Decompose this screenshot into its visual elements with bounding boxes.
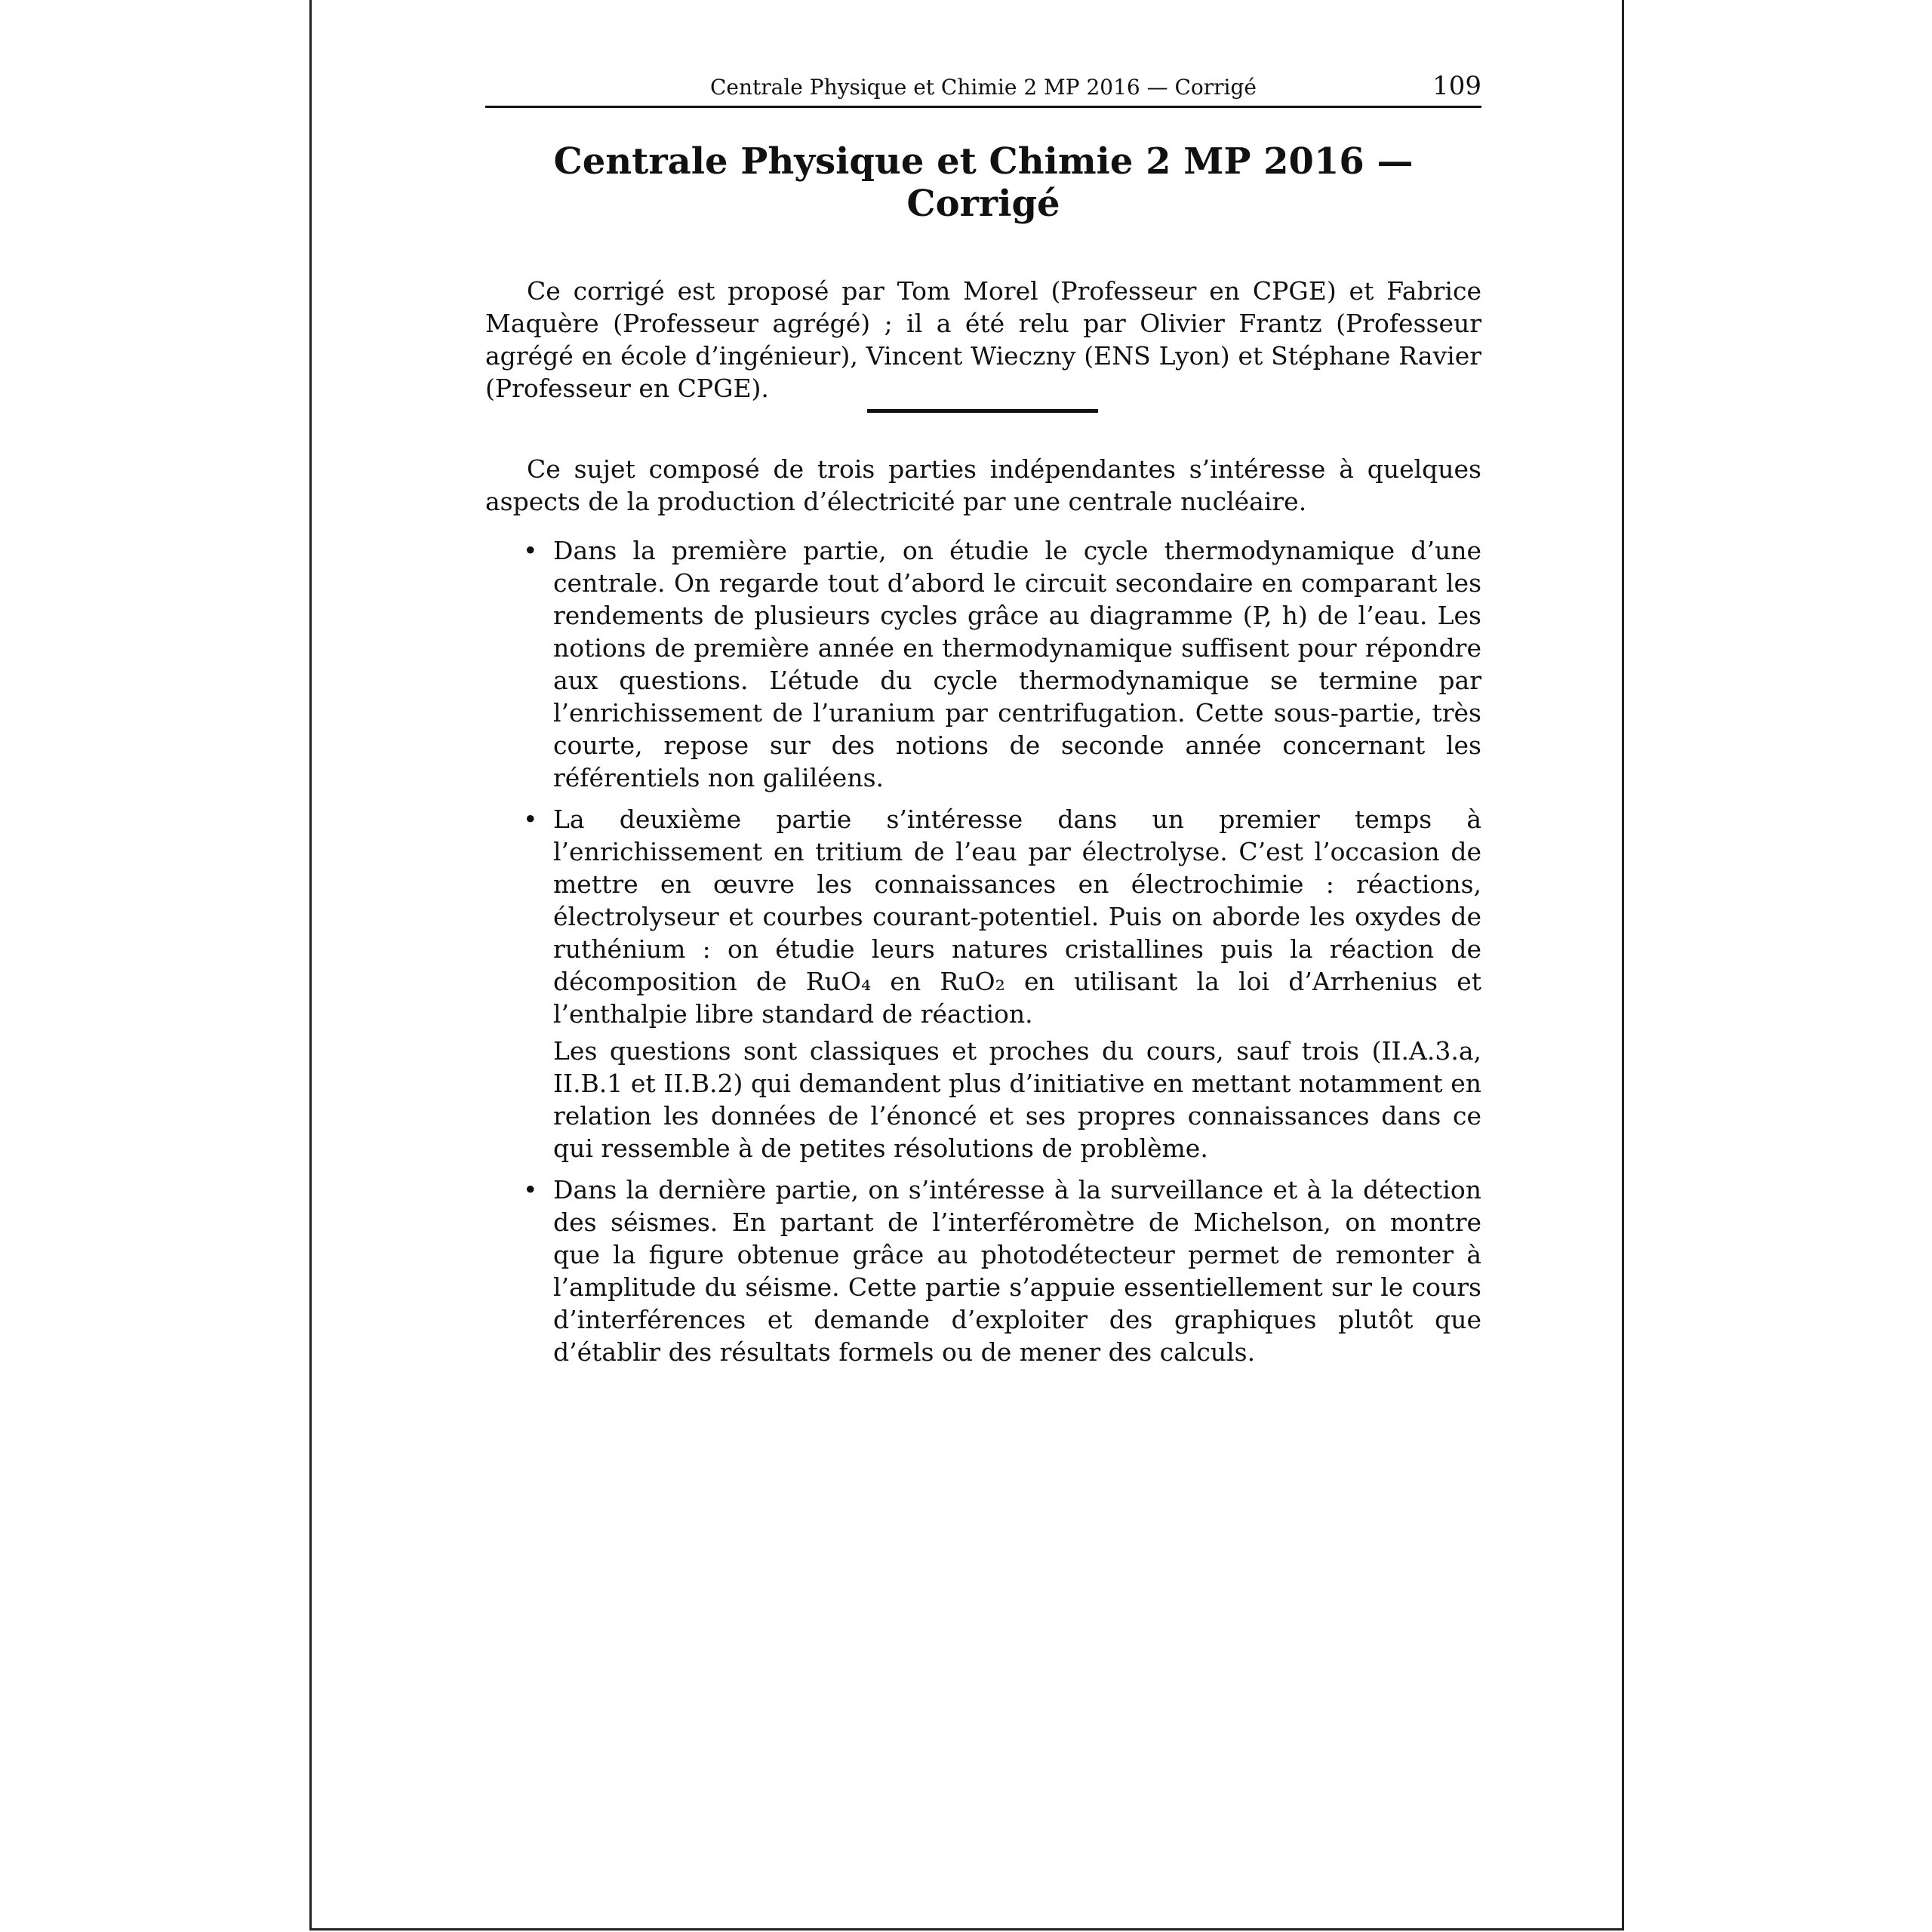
list-item-part-3 [485, 1174, 1481, 1368]
credits-paragraph: Ce corrigé est proposé par Tom Morel (Professeur en CPGE) et Fabrice Maquère (Professeur agrégé) ; il a été relu par Olivier Frantz (Professeur agrégé en école d’ingénieur), Vincent Wieczny (ENS Lyon) et Stéphane Ravier (Professeur en CPGE). [485, 276, 1481, 403]
list-item-part-2 [485, 803, 1481, 1164]
running-head [485, 69, 1481, 108]
list-item-part-1 [485, 534, 1481, 794]
part-paragraph: Dans la dernière partie, on s’intéresse à la surveillance et à la détection des séismes. En partant de l’interféromètre de Michelson, on montre que la figure obtenue grâce au photodétecteur permet de remonter à l’amplitude du séisme. Cette partie s’appuie essentiellement sur le cours d’interférences et demande d’exploiter des graphiques plutôt que d’établir des résultats formels ou de mener des calculs. [553, 1175, 1481, 1367]
running-head-title: Centrale Physique et Chimie 2 MP 2016 — Corrigé [709, 75, 1257, 100]
section-separator [867, 409, 1098, 413]
parts-list [485, 534, 1481, 1377]
bullet-icon: • [523, 1175, 538, 1204]
intro-paragraph: Ce sujet composé de trois parties indépendantes s’intéresse à quelques aspects de la production d’électricité par une centrale nucléaire. [485, 454, 1481, 516]
page-number: 109 [1432, 71, 1481, 101]
part-paragraph: Dans la première partie, on étudie le cycle thermodynamique d’une centrale. On regarde tout d’abord le circuit secondaire en comparant les rendements de plusieurs cycles grâce au diagramme (P, h) de l’eau. Les notions de première année en thermodynamique suffisent pour répondre aux questions. L’étude du cycle thermodynamique se termine par l’enrichissement de l’uranium par centrifugation. Cette sous-partie, très courte, repose sur des notions de seconde année concernant les référentiels non galiléens. [553, 536, 1481, 792]
part-paragraph: Les questions sont classiques et proches du cours, sauf trois (II.A.3.a, II.B.1 et II.B.2) qui demandent plus d’initiative en mettant notamment en relation les données de l’énoncé et ses propres connaissances dans ce qui ressemble à de petites résolutions de problème. [553, 1036, 1481, 1163]
bullet-icon: • [523, 804, 538, 834]
part-paragraph: La deuxième partie s’intéresse dans un premier temps à l’enrichissement en tritium de l’eau par électrolyse. C’est l’occasion de mettre en œuvre les connaissances en électrochimie : réactions, électrolyseur et courbes courant-potentiel. Puis on aborde les oxydes de ruthénium : on étudie leurs natures cristallines puis la réaction de décomposition de RuO₄ en RuO₂ en utilisant la loi d’Arrhenius et l’enthalpie libre standard de réaction. [553, 804, 1481, 1029]
bullet-icon: • [523, 536, 538, 565]
page-title: Centrale Physique et Chimie 2 MP 2016 — Corrigé [553, 140, 1414, 225]
